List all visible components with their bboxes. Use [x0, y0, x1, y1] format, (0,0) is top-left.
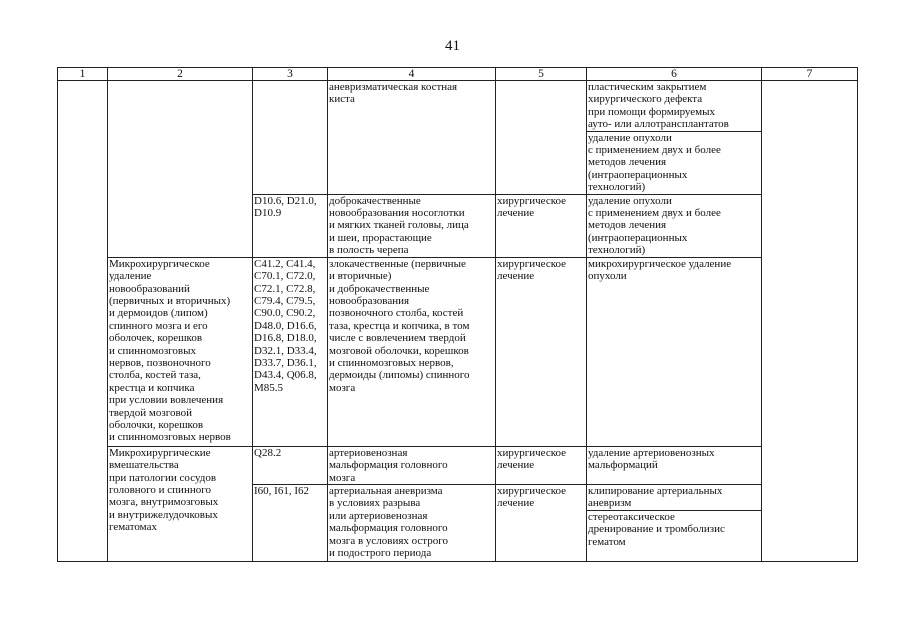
header-row	[58, 68, 858, 81]
cell-col7	[762, 81, 858, 562]
medical-procedures-table	[57, 67, 858, 562]
cell-col6	[587, 131, 762, 194]
cell-col5	[496, 81, 587, 195]
disease-text: аневризматическая костная киста	[329, 81, 458, 106]
page-number: 41	[445, 38, 460, 54]
cell-col4	[328, 257, 496, 446]
cell-col1	[58, 81, 108, 562]
method-text: удаление артериовенозных мальформаций	[588, 446, 715, 472]
method-text: пластическим закрытием хирургического дефекта при помощи формируемых ауто- или аллотрансплантатов	[588, 81, 729, 131]
icd-codes-text: Q28.2	[254, 446, 282, 459]
table-row	[58, 81, 858, 132]
cell-col6	[587, 257, 762, 446]
cell-col5	[496, 446, 587, 484]
header-col-5: 5	[496, 68, 587, 81]
cell-col4	[328, 446, 496, 484]
method-text: удаление опухоли с применением двух и более методов лечения (интраоперационных технологий)	[588, 194, 721, 257]
cell-col2	[108, 446, 253, 561]
cell-col2	[108, 81, 253, 258]
cell-col3	[253, 81, 328, 195]
cell-col6	[587, 81, 762, 132]
treatment-type-text: хирургическое лечение	[497, 257, 567, 283]
disease-text: артериальная аневризма в условиях разрыва или артериовенозная мальформация головного мозга в условиях острого и подострого периода	[329, 484, 448, 559]
cell-col5	[496, 194, 587, 257]
table-row	[58, 257, 858, 446]
cell-col3	[253, 446, 328, 484]
method-text: клипирование артериальных аневризм	[588, 484, 723, 510]
treatment-type-text: хирургическое лечение	[497, 446, 567, 472]
cell-col2	[108, 257, 253, 446]
header-col-6: 6	[587, 68, 762, 81]
cell-col5	[496, 257, 587, 446]
header-col-2: 2	[108, 68, 253, 81]
cell-col6	[587, 194, 762, 257]
intervention-text: Микрохирургические вмешательства при патологии сосудов головного и спинного мозга, внутримозговых и внутрижелудочковых гематомах	[109, 446, 219, 534]
header-col-4: 4	[328, 68, 496, 81]
method-text: микрохирургическое удаление опухоли	[588, 257, 732, 283]
icd-codes-text: C41.2, C41.4, C70.1, C72.0, C72.1, C72.8, C79.4, C79.5, C90.0, C90.2, D48.0, D16.6, D16.8, D18.0, D32.1, D33.4, D33.7, D36.1, D43.4, Q06.8, M85.5	[254, 257, 317, 394]
disease-text: злокачественные (первичные и вторичные) и доброкачественные новообразования позвоночного столба, костей таза, крестца и копчика, в том числе с вовлечением твердой мозговой оболочки, корешков и спинномозговых нервов, дермоиды (липомы) спинного мозга	[329, 257, 470, 394]
cell-col3	[253, 194, 328, 257]
table-row	[58, 446, 858, 484]
disease-text: артериовенозная мальформация головного мозга	[329, 446, 448, 484]
cell-col6	[587, 446, 762, 484]
header-col-7: 7	[762, 68, 858, 81]
cell-col4	[328, 81, 496, 195]
treatment-type-text: хирургическое лечение	[497, 194, 567, 220]
cell-col4	[328, 194, 496, 257]
icd-codes-text: D10.6, D21.0, D10.9	[254, 194, 317, 220]
cell-col3	[253, 257, 328, 446]
header-col-3: 3	[253, 68, 328, 81]
icd-codes-text: I60, I61, I62	[254, 484, 309, 497]
cell-col5	[496, 484, 587, 561]
disease-text: доброкачественные новообразования носоглотки и мягких тканей головы, лица и шеи, прорастающие в полость черепа	[329, 194, 469, 257]
header-col-1: 1	[58, 68, 108, 81]
cell-col6	[587, 510, 762, 561]
cell-col4	[328, 484, 496, 561]
method-text: стереотаксическое дренирование и тромболизис гематом	[588, 510, 725, 548]
intervention-text: Микрохирургическое удаление новообразований (первичных и вторичных) и дермоидов (липом) спинного мозга и его оболочек, корешков и спинномозговых нервов, позвоночного столба, костей таза, крестца и копчика при условии вовлечения твердой мозговой оболочки, корешков и спинномозговых нервов	[109, 257, 231, 444]
cell-col3	[253, 484, 328, 561]
cell-col6	[587, 484, 762, 510]
method-text: удаление опухоли с применением двух и более методов лечения (интраоперационных технологий)	[588, 131, 721, 194]
treatment-type-text: хирургическое лечение	[497, 484, 567, 510]
